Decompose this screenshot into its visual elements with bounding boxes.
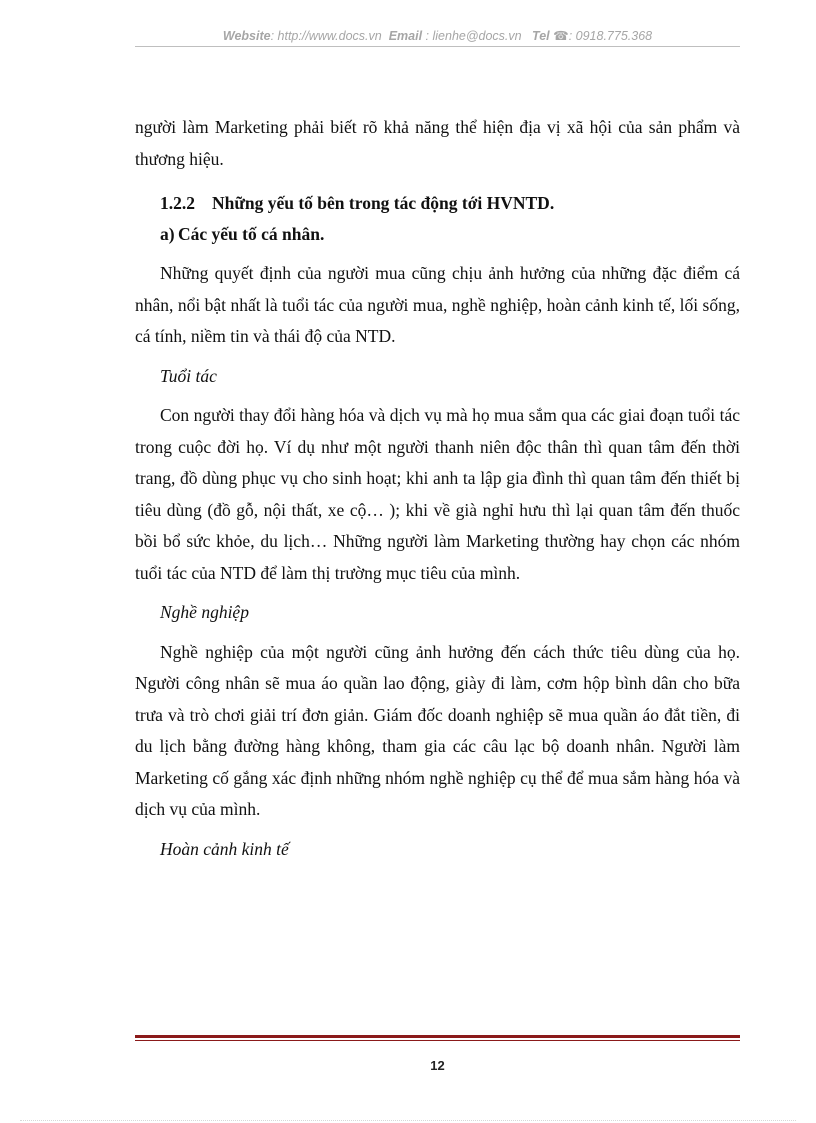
personal-factors-paragraph: Những quyết định của người mua cũng chịu ảnh hưởng của những đặc điểm cá nhân, nổi bật nhất là tuổi tác của người mua, nghề nghiệp, hoàn cảnh kinh tế, lối sống, cá tính, niềm tin và thái độ của NTD.	[135, 263, 740, 346]
footer-divider-thick	[135, 1035, 740, 1038]
occupation-heading: Nghề nghiệp	[160, 602, 249, 622]
page-number: 12	[430, 1058, 445, 1073]
website-value: : http://www.docs.vn	[270, 29, 382, 43]
age-heading: Tuổi tác	[160, 365, 217, 386]
email-value: : lienhe@docs.vn	[422, 29, 522, 43]
page-content	[135, 112, 740, 865]
section-number: 1.2.2	[160, 193, 195, 213]
header-divider	[135, 46, 740, 47]
tel-label: Tel	[532, 29, 550, 43]
age-paragraph: Con người thay đổi hàng hóa và dịch vụ mà họ mua sắm qua các giai đoạn tuổi tác trong cuộc đời họ. Ví dụ như một người thanh niên độc thân thì quan tâm đến thời trang, đồ dùng phục vụ cho sinh hoạt; khi anh ta lập gia đình thì quan tâm đến thiết bị tiêu dùng (đồ gỗ, nội thất, xe cộ… ); khi về già nghỉ hưu thì lại quan tâm đến thuốc bồi bổ sức khỏe, du lịch… Những người làm Marketing thường hay chọn các nhóm tuổi tác của NTD để làm thị trường mục tiêu của mình.	[135, 405, 740, 583]
occupation-paragraph: Nghề nghiệp của một người cũng ảnh hưởng đến cách thức tiêu dùng của họ. Người công nhân sẽ mua áo quần lao động, giày đi làm, cơm hộp bình dân cho bữa trưa và trò chơi giải trí đơn giản. Giám đốc doanh nghiệp sẽ mua quần áo đắt tiền, đi du lịch bằng đường hàng không, tham gia các câu lạc bộ doanh nhân. Người làm Marketing cố gắng xác định những nhóm nghề nghiệp cụ thể để mua sắm hàng hóa và dịch vụ của mình.	[135, 641, 740, 819]
tel-value: ☎: 0918.775.368	[553, 29, 653, 43]
page-header	[135, 28, 740, 43]
subsection-title: Các yếu tố cá nhân.	[178, 224, 325, 244]
intro-paragraph: người làm Marketing phải biết rõ khả năng thể hiện địa vị xã hội của sản phẩm và thương hiệu.	[135, 117, 740, 169]
subsection-heading	[135, 219, 740, 250]
page-edge	[20, 1120, 796, 1121]
section-heading	[135, 188, 740, 219]
email-label: Email	[388, 29, 423, 43]
subsection-letter: a)	[160, 224, 175, 244]
website-label: Website	[222, 29, 271, 43]
section-title: Những yếu tố bên trong tác động tới HVNTD.	[212, 193, 555, 213]
footer-divider-thin	[135, 1040, 740, 1041]
economic-heading: Hoàn cảnh kinh tế	[160, 838, 289, 859]
